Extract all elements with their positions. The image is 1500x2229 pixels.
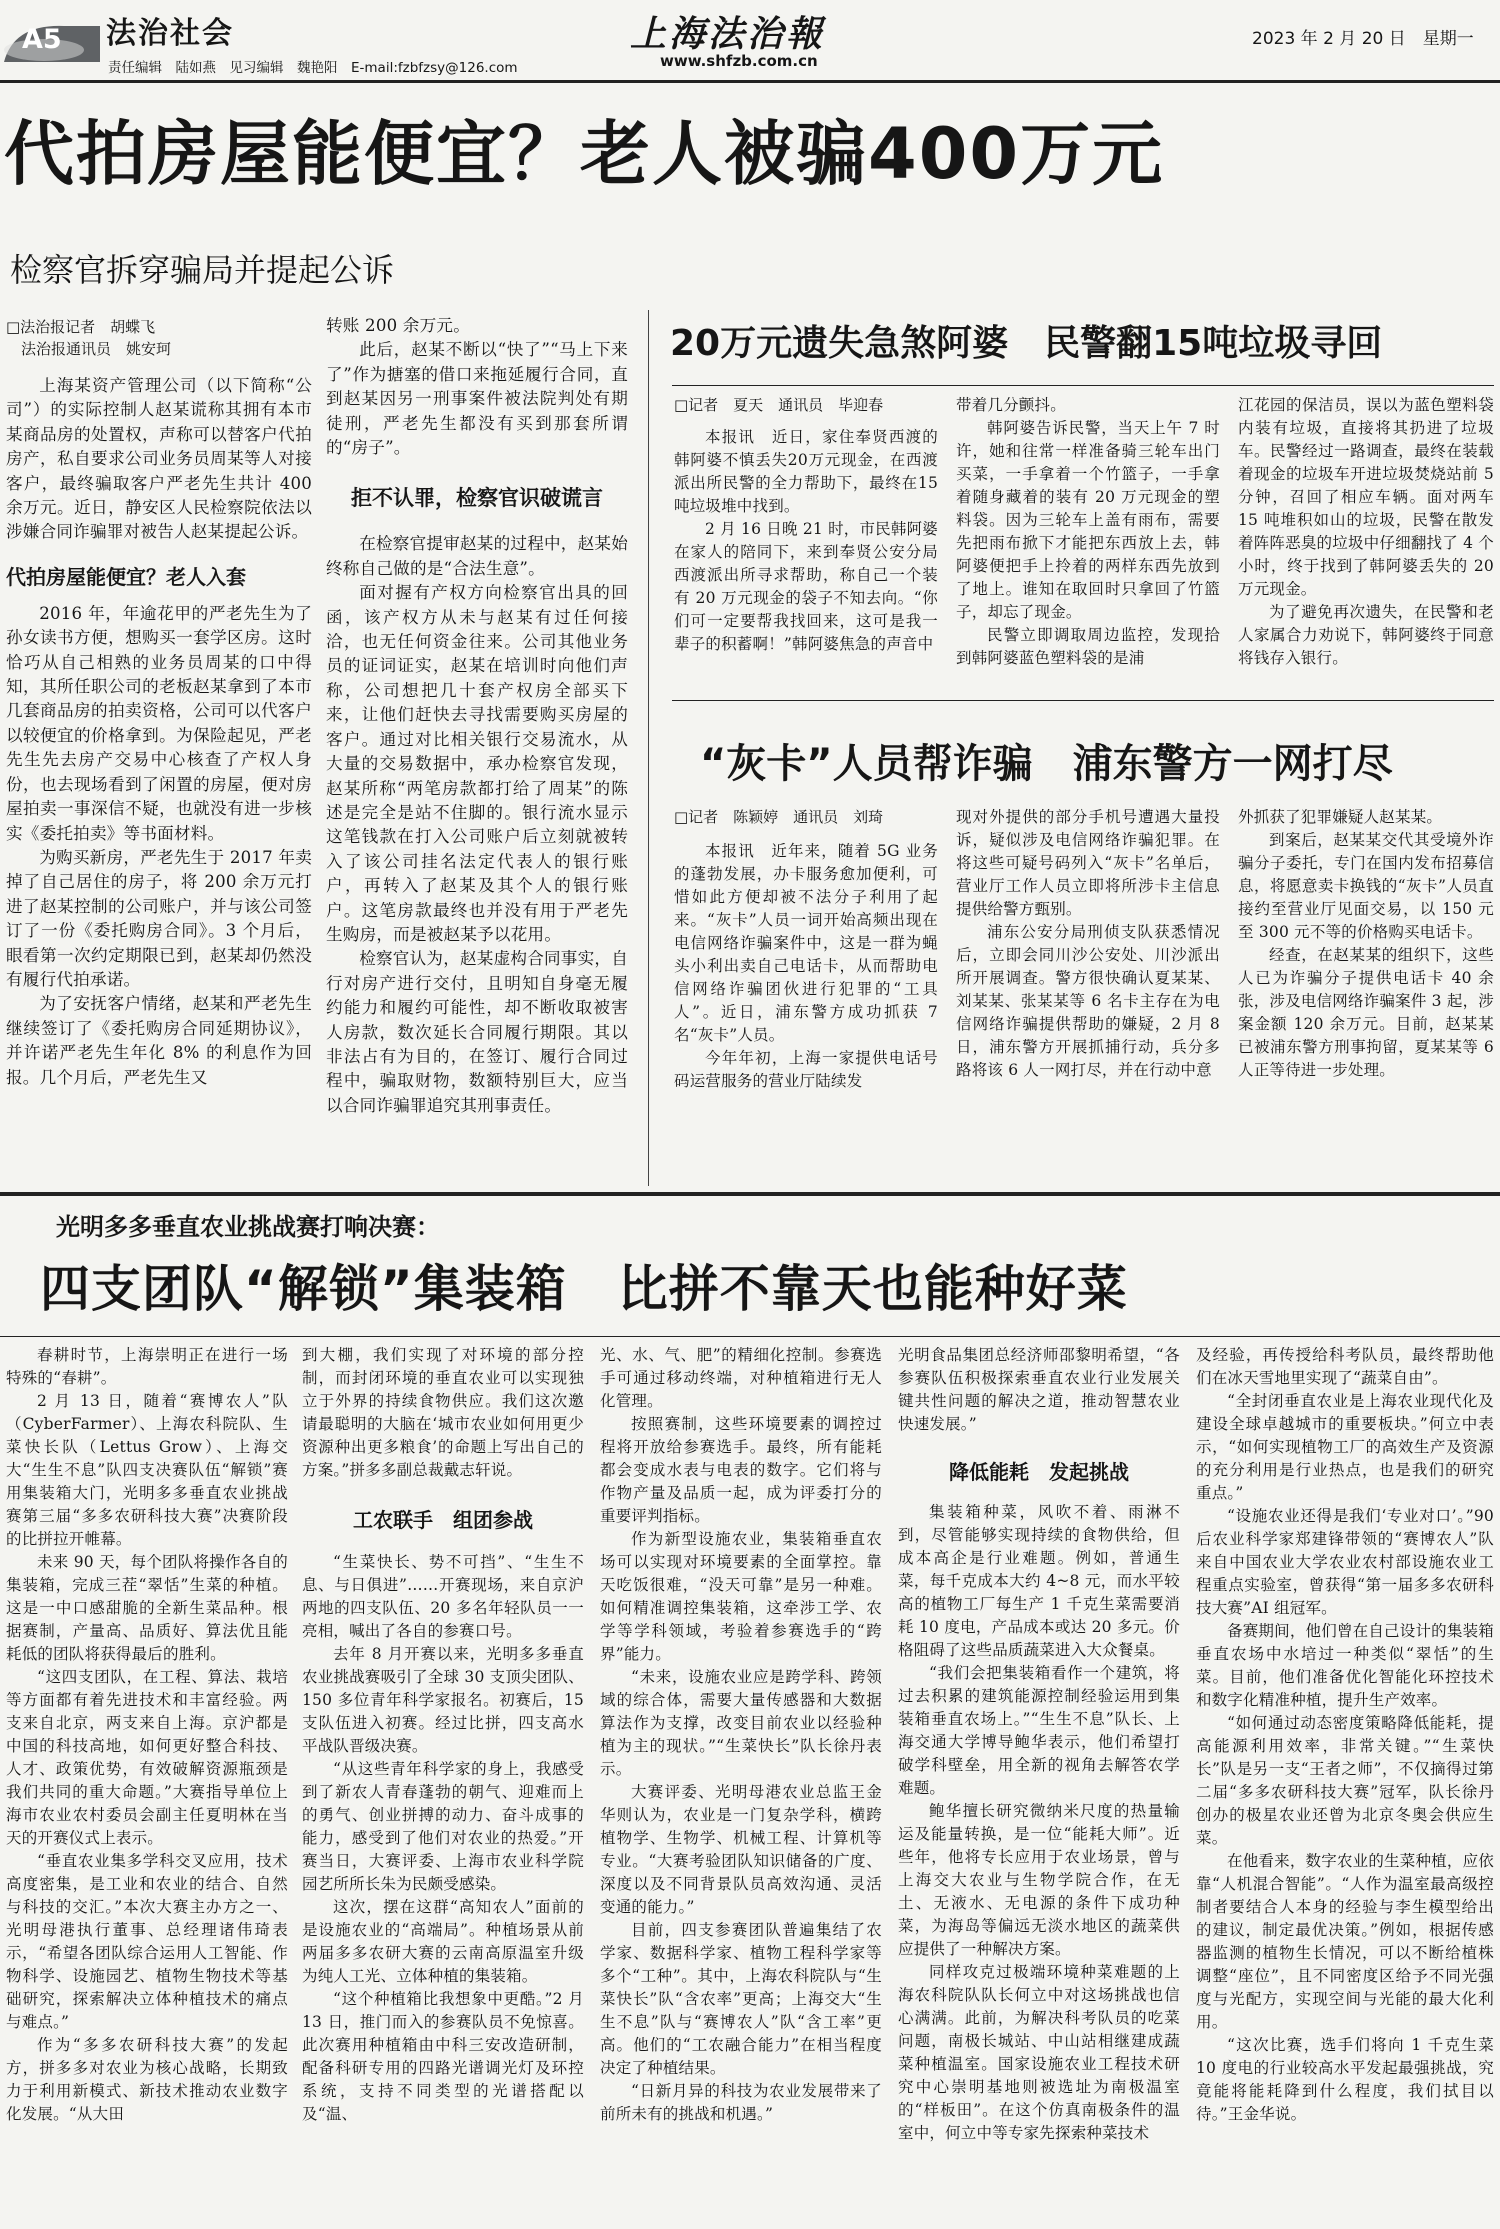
story2-byline: □记者 夏天 通讯员 毕迎春	[674, 396, 884, 414]
story3-headline: “灰卡”人员帮诈骗 浦东警方一网打尽	[700, 741, 1393, 787]
story1-paragraph: 检察官认为，赵某虚构合同事实，自行对房产进行交付，且明知自身毫无履约能力和履约可能性，却不断收取被害人房款，数次延长合同履行期限。其以非法占有为目的，在签订、履行合同过程中，骗取财物，数额特别巨大，应当以合同诈骗罪追究其刑事责任。	[326, 949, 628, 1115]
story4-paragraph: “如何通过动态密度策略降低能耗，提高能源利用效率，非常关键。”“生菜快长”队是另一支“王者之师”，不仅摘得过第二届“多多农研科技大赛”冠军，队长徐丹创办的极星农业还曾为北京冬奥会供应生菜。	[1196, 1714, 1494, 1847]
story4-paragraph: 未来 90 天，每个团队将操作各自的集装箱，完成三茬“翠恬”生菜的种植。这是一中口感甜脆的全新生菜品种。根据赛制，产量高、品质好、算法优且能耗低的团队将获得最后的胜利。	[6, 1553, 288, 1663]
story1-paragraph: 2016 年，年逾花甲的严老先生为了孙女读书方便，想购买一套学区房。这时恰巧从自己相熟的业务员周某的口中得知，其所任职公司的老板赵某拿到了本市几套商品房的拍卖资格，公司可以代客户以较便宜的价格拿到。为保险起见，严老先生先去房产交易中心核查了产权人身份，也去现场看到了闲置的房屋，便对房屋拍卖一事深信不疑，也就没有进一步核实《委托拍卖》等书面材料。	[6, 603, 312, 843]
story1-col1	[6, 316, 312, 1188]
story2-paragraph: 本报讯 近日，家住奉贤西渡的韩阿婆不慎丢失20万元现金，在西渡派出所民警的全力帮助下，最终在15吨垃圾堆中找到。	[674, 428, 938, 515]
masthead-rule	[0, 80, 1500, 83]
issue-date: 2023 年 2 月 20 日 星期一	[1252, 29, 1474, 49]
story4-paragraph: “这个种植箱比我想象中更酷。”2 月 13 日，推门而入的参赛队员不免惊喜。此次赛用种植箱由中科三安改造研制，配备科研专用的四路光谱调光灯及环控系统，支持不同类型的光谱搭配以及“温、	[302, 1990, 584, 2123]
story4-paragraph: 去年 8 月开赛以来，光明多多垂直农业挑战赛吸引了全球 30 支顶尖团队、150 多位青年科学家报名。初赛后，15 支队伍进入初赛。经过比拼，四支高水平战队晋级决赛。	[302, 1645, 584, 1755]
story4-col2	[302, 1344, 584, 2224]
story1-paragraph: 为了安抚客户情绪，赵某和严老先生继续签订了《委托购房合同延期协议》，并许诺严老先生年化 8% 的利息作为回报。几个月后，严老先生又	[6, 994, 312, 1087]
story1-paragraph: 此后，赵某不断以“快了”“马上下来了”作为搪塞的借口来拖延履行合同，直到赵某因另一刑事案件被法院判处有期徒刑，严老先生都没有买到那套所谓的“房子”。	[326, 340, 628, 458]
story2-headline: 20万元遗失急煞阿婆 民警翻15吨垃圾寻回	[670, 323, 1383, 364]
story3-paragraph: 经查，在赵某某的组织下，这些人已为诈骗分子提供电话卡 40 余张，涉及电信网络诈骗案件 3 起，涉案金额 120 余万元。目前，赵某某已被浦东警方刑事拘留，夏某某等 6 人正等待进一步处理。	[1238, 946, 1494, 1079]
story2-bottom-rule	[672, 700, 1494, 701]
story3-paragraph: 现对外提供的部分手机号遭遇大量投诉，疑似涉及电信网络诈骗犯罪。在将这些可疑号码列入“灰卡”名单后，营业厅工作人员立即将所涉卡主信息提供给警方甄别。	[956, 808, 1220, 918]
story4-kicker: 光明多多垂直农业挑战赛打响决赛：	[56, 1213, 440, 1241]
story4-headline: 四支团队“解锁”集装箱 比拼不靠天也能种好菜	[40, 1260, 1128, 1318]
story4-paragraph: “我们会把集装箱看作一个建筑，将过去积累的建筑能源控制经验运用到集装箱垂直农场上。”“生生不息”队长、上海交通大学博导鲍华表示，他们希望打破学科壁垒，用全新的视角去解答农学难题。	[898, 1664, 1180, 1797]
story2-col2	[956, 394, 1220, 694]
story4-paragraph: “生菜快长、势不可挡”、“生生不息、与日俱进”……开赛现场，来自京沪两地的四支队伍、20 多名年轻队员一一亮相，喊出了各自的参赛口号。	[302, 1553, 584, 1640]
story4-paragraph: 作为新型设施农业，集装箱垂直农场可以实现对环境要素的全面掌控。靠天吃饭很难，“没天可靠”是另一种难。如何精准调控集装箱，这牵涉工学、农学等学科领域，考验着参赛选手的“跨界”能力。	[600, 1530, 882, 1663]
story1-section-heading: 代拍房屋能便宜？老人入套	[6, 564, 246, 589]
story2-paragraph: 为了避免再次遗失，在民警和老人家属合力劝说下，韩阿婆终于同意将钱存入银行。	[1238, 603, 1494, 667]
story4-paragraph: 作为“多多农研科技大赛”的发起方，拼多多对农业为核心战略，长期致力于利用新模式、新技术推动农业数字化发展。“从大田	[6, 2036, 288, 2123]
story4-paragraph: 到大棚，我们实现了对环境的部分控制，而封闭环境的垂直农业可以实现独立于外界的持续食物供应。我们这次邀请最聪明的大脑在‘城市农业如何用更少资源种出更多粮食’的命题上写出自己的方案。”拼多多副总裁戴志轩说。	[302, 1346, 584, 1479]
story2-paragraph: 江花园的保洁员，误以为蓝色塑料袋内装有垃圾，直接将其扔进了垃圾车。民警经过一路调查，最终在装载着现金的垃圾车开进垃圾焚烧站前 5 分钟，召回了相应车辆。面对两车 15 吨堆积如山的垃圾，民警在散发着阵阵恶臭的垃圾中仔细翻找了 4 个小时，终于找到了韩阿婆丢失的 20 万元现金。	[1238, 396, 1494, 598]
story4-paragraph: 鲍华擅长研究微纳米尺度的热量输运及能量转换，是一位“能耗大师”。近些年，他将专长应用于农业场景，曾与上海交大农业与生物学院合作，在无土、无液水、无电源的条件下成功种菜，为海岛等偏远无淡水地区的蔬菜供应提供了一种解决方案。	[898, 1802, 1180, 1958]
story4-section-heading: 工农联手 组团参战	[353, 1508, 533, 1532]
section-name: 法治社会	[106, 16, 234, 51]
story4-paragraph: “设施农业还得是我们‘专业对口’。”90 后农业科学家郑建锋带领的“赛博农人”队来自中国农业大学农业农村部设施农业工程重点实验室，曾获得“第一届多多农研科技大赛”AI 组冠军。	[1196, 1507, 1494, 1617]
story4-col5	[1196, 1344, 1494, 2224]
story4-paragraph: 2 月 13 日，随着“赛博农人”队（CyberFarmer）、上海农科院队、生菜快长队（Lettus Grow）、上海交大“生生不息”队四支决赛队伍“解锁”赛用集装箱大门，光明多多垂直农业挑战赛第三届“多多农研科技大赛”决赛阶段的比拼拉开帷幕。	[6, 1392, 288, 1548]
story3-paragraph: 外抓获了犯罪嫌疑人赵某某。	[1238, 808, 1443, 826]
story4-rule	[0, 1336, 1500, 1337]
story2-paragraph: 2 月 16 日晚 21 时，市民韩阿婆在家人的陪同下，来到奉贤公安分局西渡派出所寻求帮助，称自己一个装有 20 万元现金的袋子不知去向。“你们可一定要帮我找回来，这可是我一辈子的积蓄啊！”韩阿婆焦急的声音中	[674, 520, 938, 653]
story4-paragraph: “未来，设施农业应是跨学科、跨领域的综合体，需要大量传感器和大数据算法作为支撑，改变目前农业以经验种植为主的现状。”“生菜快长”队长徐丹表示。	[600, 1668, 882, 1778]
section-separator	[0, 1192, 1500, 1196]
story3-col1	[674, 806, 938, 1186]
story2-col1	[674, 394, 938, 694]
story4-paragraph: 及经验，再传授给科考队员，最终帮助他们在冰天雪地里实现了“蔬菜自由”。	[1196, 1346, 1494, 1387]
page-number: A5	[22, 24, 62, 55]
story1-divider	[648, 310, 649, 1186]
story4-paragraph: 光明食品集团总经济师邵黎明希望，“各参赛队伍积极探索垂直农业行业发展关键共性问题的解决之道，推动智慧农业快速发展。”	[898, 1346, 1180, 1433]
story3-paragraph: 本报讯 近年来，随着 5G 业务的蓬勃发展，办卡服务愈加便利，可惜如此方便却被不法分子利用了起来。“灰卡”人员一词开始高频出现在电信网络诈骗案件中，这是一群为蝇头小利出卖自己电话卡，从而帮助电信网络诈骗团伙进行犯罪的“工具人”。近日，浦东警方成功抓获 7 名“灰卡”人员。	[674, 842, 938, 1044]
story4-paragraph: 这次，摆在这群“高知农人”面前的是设施农业的“高端局”。种植场景从前两届多多农研大赛的云南高原温室升级为纯人工光、立体种植的集装箱。	[302, 1898, 584, 1985]
story2-paragraph: 韩阿婆告诉民警，当天上午 7 时许，她和往常一样准备骑三轮车出门买菜，一手拿着一个竹篮子，一手拿着随身藏着的装有 20 万元现金的塑料袋。因为三轮车上盖有雨布，需要先把雨布掀下才能把东西放上去，韩阿婆便把手上拎着的两样东西先放到了地上。谁知在取回时只拿回了竹篮子，却忘了现金。	[956, 419, 1220, 621]
story4-paragraph: 备赛期间，他们曾在自己设计的集装箱垂直农场中水培过一种类似“翠恬”的生菜。目前，他们准备优化智能化环控技术和数字化精准种植，提升生产效率。	[1196, 1622, 1494, 1709]
story1-paragraph: 在检察官提审赵某的过程中，赵某始终称自己做的是“合法生意”。	[326, 534, 628, 578]
masthead	[0, 0, 1500, 76]
story1-paragraph: 上海某资产管理公司（以下简称“公司”）的实际控制人赵某谎称其拥有本市某商品房的处置权，声称可以替客户代拍房产，私自要求公司业务员周某等人对接客户，最终骗取客户严老先生共计 400 余万元。近日，静安区人民检察院依法以涉嫌合同诈骗罪对被告人赵某提起公诉。	[6, 376, 312, 542]
story2-paragraph: 民警立即调取周边监控，发现拾到韩阿婆蓝色塑料袋的是浦	[956, 626, 1220, 667]
story4-paragraph: 大赛评委、光明母港农业总监王金华则认为，农业是一门复杂学科，横跨植物学、生物学、机械工程、计算机等专业。“大赛考验团队知识储备的广度、深度以及不同背景队员高效沟通、灵活变通的能力。”	[600, 1783, 882, 1916]
story4-paragraph: 按照赛制，这些环境要素的调控过程将开放给参赛选手。最终，所有能耗都会变成水表与电表的数字。它们将与作物产量及品质一起，成为评委打分的重要评判指标。	[600, 1415, 882, 1525]
story4-paragraph: “这四支团队，在工程、算法、栽培等方面都有着先进技术和丰富经验。两支来自北京，两支来自上海。京沪都是中国的科技高地，如何更好整合科技、人才、政策优势，有效破解资源瓶颈是我们共同的重大命题。”大赛指导单位上海市农业农村委员会副主任夏明林在当天的开赛仪式上表示。	[6, 1668, 288, 1847]
story4-paragraph: “日新月异的科技为农业发展带来了前所未有的挑战和机遇。”	[600, 2082, 882, 2123]
story4-paragraph: 在他看来，数字农业的生菜种植，应依靠“人机混合智能”。“人作为温室最高级控制者要结合人本身的经验与李生模型给出的建议，制定最优决策。”例如，根据传感器监测的植物生长情况，可以不断给植株调整“座位”，且不同密度区给予不同光强度与光配方，实现空间与光能的最大化利用。	[1196, 1852, 1494, 2031]
story4-paragraph: 光、水、气、肥”的精细化控制。参赛选手可通过移动终端，对种植箱进行无人化管理。	[600, 1346, 882, 1410]
website: www.shfzb.com.cn	[660, 52, 818, 70]
story3-paragraph: 到案后，赵某某交代其受境外诈骗分子委托，专门在国内发布招募信息，将愿意卖卡换钱的“灰卡”人员直接约至营业厅见面交易，以 150 元至 300 元不等的价格购买电话卡。	[1238, 831, 1494, 941]
story4-paragraph: “从这些青年科学家的身上，我感受到了新农人青春蓬勃的朝气、迎难而上的勇气、创业拼搏的动力、奋斗成事的能力，感受到了他们对农业的热爱。”开赛当日，大赛评委、上海市农业科学院园艺所所长朱为民颇受感染。	[302, 1760, 584, 1893]
story4-paragraph: “垂直农业集多学科交叉应用，技术高度密集，是工业和农业的结合、自然与科技的交汇。”本次大赛主办方之一、光明母港执行董事、总经理诸伟琦表示，“希望各团队综合运用人工智能、作物科学、设施园艺、植物生物技术等基础研究，探索解决立体种植技术的痛点与难点。”	[6, 1852, 288, 2031]
story1-section-heading: 拒不认罪，检察官识破谎言	[351, 486, 603, 511]
story3-col3	[1238, 806, 1494, 1186]
page-number-badge	[4, 20, 100, 62]
story4-paragraph: “这次比赛，选手们将向 1 千克生菜 10 度电的行业较高水平发起最强挑战，究竟能将能耗降到什么程度，我们拭目以待。”王金华说。	[1196, 2036, 1494, 2123]
paper-name: 上海法治報	[630, 13, 826, 55]
story2-rule	[672, 385, 1494, 386]
story4-paragraph: 目前，四支参赛团队普遍集结了农学家、数据科学家、植物工程科学家等多个“工种”。其中，上海农科院队与“生菜快长”队“含农率”更高；上海交大“生生不息”队与“赛博农人”队“含工率”更高。他们的“工农融合能力”在相当程度决定了种植结果。	[600, 1921, 882, 2077]
story1-col2	[326, 314, 628, 1188]
story4-section-heading: 降低能耗 发起挑战	[949, 1460, 1129, 1484]
story3-paragraph: 浦东公安分局刑侦支队获悉情况后，立即会同川沙公安处、川沙派出所开展调查。警方很快确认夏某某、刘某某、张某某等 6 名卡主存在为电信网络诈骗提供帮助的嫌疑，2 月 8 日，浦东警方开展抓捕行动，兵分多路将该 6 人一网打尽，并在行动中意	[956, 923, 1220, 1079]
story4-col1	[6, 1344, 288, 2224]
story2-paragraph: 带着几分颤抖。	[956, 396, 1066, 414]
story3-paragraph: 今年年初，上海一家提供电话号码运营服务的营业厅陆续发	[674, 1049, 938, 1090]
story4-paragraph: 集装箱种菜，风吹不着、雨淋不到，尽管能够实现持续的食物供给，但成本高企是行业难题。例如，普通生菜，每千克成本大约 4~8 元，而水平较高的植物工厂每生产 1 千克生菜需要消耗 10 度电，产品成本或达 20 多元。价格阻碍了这些品质蔬菜进入大众餐桌。	[898, 1503, 1180, 1659]
story4-paragraph: “全封闭垂直农业是上海农业现代化及建设全球卓越城市的重要板块。”何立中表示，“如何实现植物工厂的高效生产及资源的充分利用是行业热点，也是我们的研究重点。”	[1196, 1392, 1494, 1502]
story1-paragraph: 为购买新房，严老先生于 2017 年卖掉了自己居住的房子，将 200 余万元打进了赵某控制的公司账户，并与该公司签订了一份《委托购房合同》。3 个月后，眼看第一次约定期限已到，赵某却仍然没有履行代拍承诺。	[6, 847, 312, 989]
story3-col2	[956, 806, 1220, 1186]
story4-paragraph: 同样攻克过极端环境种菜难题的上海农科院队队长何立中对这场挑战也信心满满。此前，为解决科考队员的吃菜问题，南极长城站、中山站相继建成蔬菜种植温室。国家设施农业工程技术研究中心崇明基地则被选址为南极温室的“样板田”。在这个仿真南极条件的温室中，何立中等专家先探索种菜技术	[898, 1963, 1180, 2142]
story4-paragraph: 春耕时节，上海崇明正在进行一场特殊的“春耕”。	[6, 1346, 288, 1387]
story1-paragraph: 面对握有产权方向检察官出具的回函，该产权方从未与赵某有过任何接洽，也无任何资金往来。公司其他业务员的证词证实，赵某在培训时向他们声称，公司想把几十套产权房全部买下来，让他们赶快去寻找需要购买房屋的客户。通过对比相关银行交易流水，从大量的交易数据中，承办检察官发现，赵某所称“两笔房款都打给了周某”的陈述是完全是站不住脚的。银行流水显示这笔钱款在打入公司账户后立刻就被转入了该公司挂名法定代表人的银行账户，再转入了赵某及其个人的银行账户。这笔房款最终也并没有用于严老先生购房，而是被赵某予以花用。	[326, 583, 628, 944]
story1-subhead: 检察官拆穿骗局并提起公诉	[10, 251, 395, 289]
story4-col4	[898, 1344, 1180, 2224]
story1-headline: 代拍房屋能便宜？老人被骗400万元	[4, 113, 1165, 195]
staff-line: 责任编辑 陆如燕 见习编辑 魏艳阳 E-mail:fzbfzsy@126.com	[108, 60, 518, 76]
story1-byline-reporter: □法治报记者 胡蝶飞	[6, 318, 156, 336]
story1-paragraph: 转账 200 余万元。	[326, 316, 470, 335]
story3-byline: □记者 陈颖婷 通讯员 刘琦	[674, 808, 884, 826]
story2-col3	[1238, 394, 1494, 694]
story4-col3	[600, 1344, 882, 2224]
story1-byline-correspondent: 法治报通讯员 姚安珂	[6, 340, 172, 358]
